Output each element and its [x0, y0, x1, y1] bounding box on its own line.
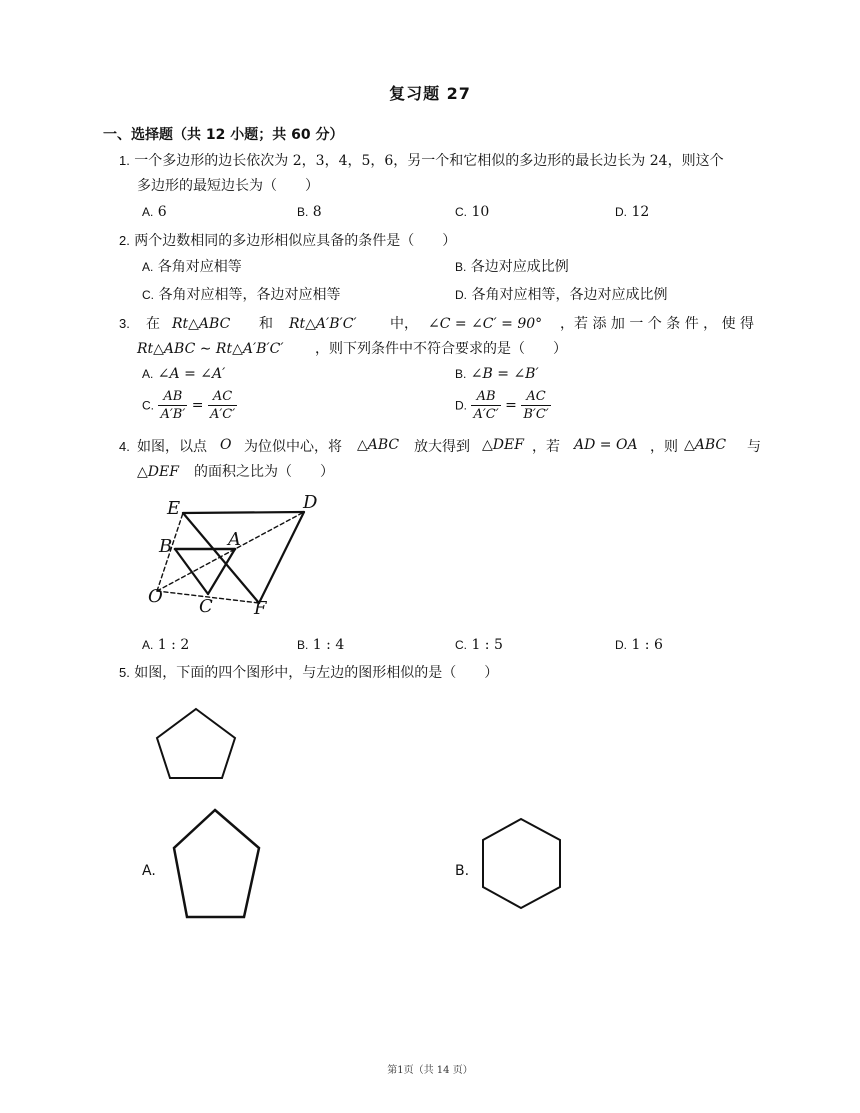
q3-triangle-2: Rt△A′B′C′: [289, 316, 357, 332]
q1-text-b: ，另一个和它相似的多边形的最长边长为: [393, 153, 646, 169]
label-f: F: [254, 598, 267, 619]
q5-option-b-label[interactable]: B.: [455, 863, 470, 879]
label-o: O: [148, 586, 163, 607]
q4-text-1: 如图，以点: [137, 439, 207, 455]
question-number: 1.: [119, 153, 130, 168]
q3-text-condition: ，若 添 加 一 个 条 件 ， 使 得: [560, 316, 755, 332]
q3-word-zhong: 中，: [390, 316, 418, 332]
question-number: 5.: [119, 665, 130, 680]
q4-option-a[interactable]: A. 1 : 2: [142, 637, 190, 653]
q1-option-d[interactable]: D. 12: [615, 204, 650, 220]
page-title: 复习题 27: [389, 84, 471, 103]
fraction: $\frac{AC}{A'C'}$: [209, 389, 236, 422]
q1-option-c[interactable]: C. 10: [455, 204, 490, 220]
section-heading: 一、选择题（共 12 小题；共 60 分）: [103, 127, 344, 143]
q1-text-line2: 多边形的最短边长为（ ）: [137, 178, 319, 194]
q3-text-line2: ，则下列条件中不符合要求的是（ ）: [315, 341, 567, 357]
q4-text-7: 的面积之比为（ ）: [194, 464, 334, 480]
q1-option-a[interactable]: A. 6: [142, 204, 167, 220]
label-d: D: [303, 492, 318, 513]
question-number: 4.: [119, 439, 130, 454]
q4-triangle-abc-2: △ABC: [684, 437, 727, 453]
q4-option-b[interactable]: B. 1 : 4: [297, 637, 345, 653]
q1-sides: 2，3，4，5，6: [292, 153, 394, 169]
q4-triangle-def-2: △DEF: [137, 464, 179, 480]
q3-angle-condition: ∠C = ∠C′ = 90°: [428, 316, 543, 332]
q3-word-he: 和: [259, 316, 273, 332]
q2-option-b[interactable]: B. 各边对应成比例: [455, 259, 569, 275]
q4-option-d[interactable]: D. 1 : 6: [615, 637, 663, 653]
label-c: C: [199, 596, 213, 617]
fraction: $\frac{AC}{B'C'}$: [523, 389, 549, 422]
question-number: 3.: [119, 316, 130, 331]
q5-option-a-label[interactable]: A.: [142, 863, 156, 879]
q4-triangle-abc: △ABC: [357, 437, 400, 453]
q4-text-3: 放大得到: [414, 439, 470, 455]
q4-point-o: O: [220, 437, 232, 453]
label-b: B: [159, 536, 173, 557]
q1-longest: 24: [649, 153, 668, 169]
q3-option-d[interactable]: D. $\frac{AB}{A'C'}$ = $\frac{AC}{B'C'}$: [455, 389, 549, 422]
q3-option-a[interactable]: A. ∠A = ∠A′: [142, 366, 226, 382]
q4-option-c[interactable]: C. 1 : 5: [455, 637, 503, 653]
q3-option-b[interactable]: B. ∠B = ∠B′: [455, 366, 539, 382]
q3-similarity: Rt△ABC ∼ Rt△A′B′C′: [137, 341, 284, 357]
question-number: 2.: [119, 233, 130, 248]
label-a: A: [228, 529, 241, 550]
option-a-pentagon[interactable]: [170, 806, 265, 924]
q2-option-c[interactable]: C. 各角对应相等，各边对应相等: [142, 287, 341, 303]
q2-text: 两个边数相同的多边形相似应具备的条件是（ ）: [134, 233, 457, 249]
q1-text-c: ，则这个: [667, 153, 724, 169]
q3-option-c[interactable]: C. $\frac{AB}{A'B'}$ = $\frac{AC}{A'C'}$: [142, 389, 236, 422]
q4-text-4: ，若: [532, 439, 560, 455]
q4-text-5: ，则: [650, 439, 678, 455]
fraction: $\frac{AB}{A'C'}$: [473, 389, 499, 422]
page-footer: 第1页（共 14 页）: [387, 1065, 473, 1076]
option-b-hexagon[interactable]: [478, 815, 566, 913]
q2-option-d[interactable]: D. 各角对应相等，各边对应成比例: [455, 287, 668, 303]
q3-triangle-1: Rt△ABC: [172, 316, 231, 332]
q5-text: 如图，下面的四个图形中，与左边的图形相似的是（ ）: [134, 665, 499, 681]
q1-option-b[interactable]: B. 8: [297, 204, 322, 220]
q2-option-a[interactable]: A. 各角对应相等: [142, 259, 242, 275]
fraction: $\frac{AB}{A'B'}$: [160, 389, 186, 422]
q4-figure: [140, 488, 330, 628]
label-e: E: [167, 498, 181, 519]
q3-word-zai: 在: [146, 316, 160, 332]
q4-text-2: 为位似中心，将: [244, 439, 342, 455]
reference-pentagon: [155, 705, 240, 785]
q1-text-a: 一个多边形的边长依次为: [134, 153, 289, 169]
q4-triangle-def: △DEF: [482, 437, 524, 453]
q4-text-6: 与: [747, 439, 761, 455]
q4-condition: AD = OA: [574, 437, 638, 453]
